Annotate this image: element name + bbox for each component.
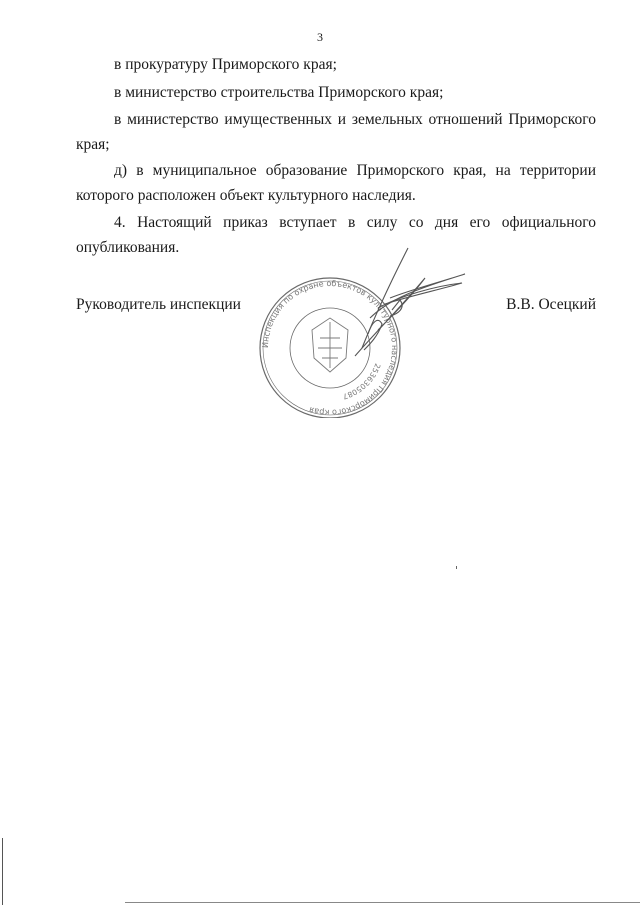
scan-speck — [456, 566, 457, 569]
list-item-construction-ministry: в министерство строительства Приморского края; — [114, 84, 444, 101]
list-item-property-ministry: в министерство имущественных и земельных отношений Приморского края; — [76, 111, 596, 153]
signatory-name: В.В. Осецкий — [506, 296, 596, 313]
seal-number-text: 2536305087 — [341, 362, 383, 402]
scan-edge-line — [2, 838, 3, 905]
list-item-municipality: д) в муниципальное образование Приморского края, на территории которого расположен объект культурного наследия. — [76, 162, 596, 204]
scan-bottom-line — [125, 902, 640, 903]
official-seal-stamp — [250, 238, 480, 418]
page-number: 3 — [317, 30, 323, 44]
seal-ring-text: Инспекция по охране объектов культурного наследия Приморского края — [260, 278, 400, 418]
list-item-prosecutor: в прокуратуру Приморского края; — [114, 56, 337, 73]
effective-date-clause: 4. Настоящий приказ вступает в силу со дня его официального опубликования. — [76, 214, 596, 256]
signatory-position: Руководитель инспекции — [76, 296, 241, 313]
seal-emblem-icon — [312, 318, 348, 372]
